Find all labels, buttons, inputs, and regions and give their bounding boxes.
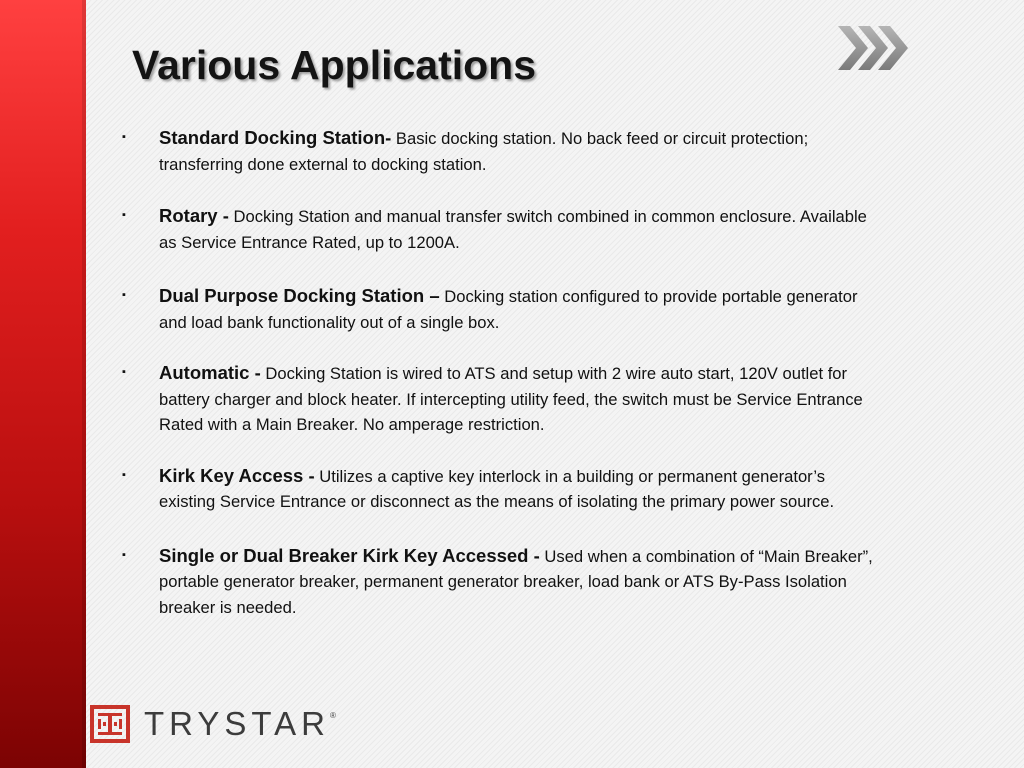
bullet-description: Basic docking station. No back feed or circuit protection; transferring done external to docking station. <box>159 129 809 174</box>
bullet-marker-icon: ▪ <box>122 209 126 221</box>
trystar-logo-icon <box>90 705 130 743</box>
bullet-standard-docking-station <box>120 125 880 177</box>
bullet-automatic <box>120 360 880 438</box>
logo-trademark: ® <box>329 711 336 720</box>
bullet-marker-icon: ▪ <box>122 548 126 561</box>
bullet-dual-purpose-docking-station <box>120 283 880 335</box>
bullet-marker-icon: ▪ <box>122 289 126 301</box>
bullet-description: Docking Station and manual transfer switch combined in common enclosure. Available as Service Entrance Rated, up to 1200A. <box>159 207 867 252</box>
slide-title: Various Applications <box>132 42 537 88</box>
bullet-list <box>120 125 880 620</box>
bullet-marker-icon: ▪ <box>122 366 126 378</box>
trystar-logo <box>90 705 336 743</box>
bullet-description: Used when a combination of “Main Breaker”, portable generator breaker, permanent generator breaker, load bank or ATS By-Pass Isolation breaker is needed. <box>159 546 873 617</box>
bullet-marker-icon: ▪ <box>122 468 126 481</box>
bullet-term: Kirk Key Access - <box>159 464 315 486</box>
bullet-description: Utilizes a captive key interlock in a building or permanent generator’s existing Service Entrance or disconnect as the means of isolating the primary power source. <box>159 466 835 511</box>
bullet-description: Docking Station is wired to ATS and setup with 2 wire auto start, 120V outlet for battery charger and block heater. If intercepting utility feed, the switch must be Service Entrance Rated with a Main Breaker. No amperage restriction. <box>159 364 863 434</box>
bullet-term: Standard Docking Station- <box>159 127 392 148</box>
red-sidebar-bar <box>0 0 86 768</box>
bullet-rotary <box>120 203 880 255</box>
bullet-single-or-dual-breaker <box>120 543 880 621</box>
logo-wordmark: TRYSTAR <box>144 705 330 742</box>
bullet-kirk-key-access <box>120 463 880 515</box>
triple-chevron-right-icon <box>834 22 914 74</box>
bullet-term: Single or Dual Breaker Kirk Key Accessed - <box>159 544 540 566</box>
bullet-term: Automatic - <box>159 362 261 383</box>
bullet-term: Dual Purpose Docking Station – <box>159 285 440 306</box>
bullet-term: Rotary - <box>159 205 229 226</box>
bullet-marker-icon: ▪ <box>122 131 126 143</box>
bullet-description: Docking station configured to provide portable generator and load bank functionality out of a single box. <box>159 287 858 332</box>
